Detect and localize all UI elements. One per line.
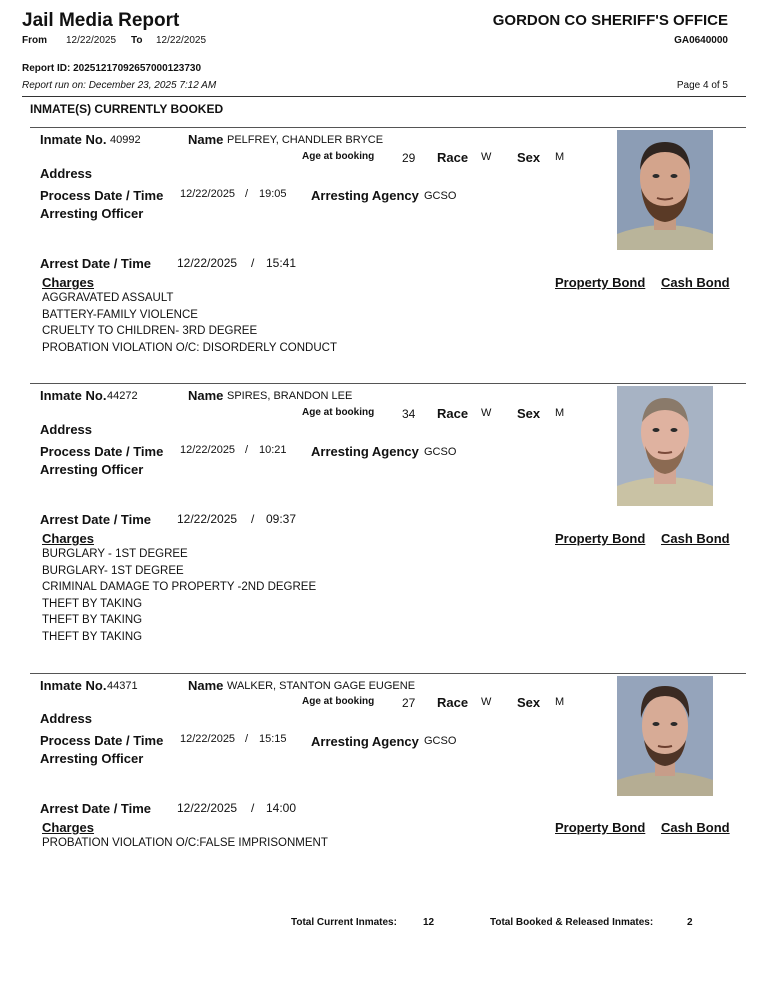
report-run-on: Report run on: December 23, 2025 7:12 AM [22, 80, 217, 91]
total-booked-value: 2 [687, 917, 693, 928]
header-divider [22, 96, 746, 97]
arrest-time: 14:00 [266, 801, 297, 815]
property-bond-label: Property Bond [555, 531, 646, 546]
arrest-time: 15:41 [266, 256, 297, 270]
agency-value: GCSO [424, 190, 457, 202]
arrest-time: 09:37 [266, 512, 297, 526]
mugshot-photo [617, 676, 713, 796]
property-bond-label: Property Bond [555, 820, 646, 835]
section-title: INMATE(S) CURRENTLY BOOKED [30, 102, 224, 116]
address-label: Address [40, 422, 93, 437]
process-label: Process Date / Time [40, 188, 164, 203]
agency-value: GCSO [424, 446, 457, 458]
charge-item: BURGLARY - 1ST DEGREE [42, 548, 188, 560]
agency-code: GA0640000 [674, 35, 728, 46]
charge-item: PROBATION VIOLATION O/C:FALSE IMPRISONMENT [42, 837, 328, 849]
mugshot-photo [617, 130, 713, 250]
name-label: Name [188, 132, 224, 147]
slash: / [245, 444, 249, 456]
race-value: W [481, 151, 492, 163]
age-label: Age at booking [302, 696, 375, 707]
slash: / [245, 188, 249, 200]
race-value: W [481, 696, 492, 708]
agency-label: Arresting Agency [311, 734, 419, 749]
inmate-no-value: 44371 [107, 680, 138, 692]
section-divider [30, 127, 746, 128]
arrest-date: 12/22/2025 [177, 801, 238, 815]
arrest-date: 12/22/2025 [177, 512, 238, 526]
charge-item: BURGLARY- 1ST DEGREE [42, 565, 184, 577]
charges-label: Charges [42, 275, 95, 290]
process-date: 12/22/2025 [180, 188, 236, 200]
inmate-no-label: Inmate No. [40, 388, 107, 403]
charges-label: Charges [42, 820, 95, 835]
slash: / [251, 512, 255, 526]
property-bond-label: Property Bond [555, 275, 646, 290]
charge-item: THEFT BY TAKING [42, 631, 143, 643]
cash-bond-label: Cash Bond [661, 275, 730, 290]
charges-label: Charges [42, 531, 95, 546]
inmate-no-label: Inmate No. [40, 678, 107, 693]
cash-bond-label: Cash Bond [661, 820, 730, 835]
from-date: 12/22/2025 [66, 35, 117, 46]
charge-item: CRIMINAL DAMAGE TO PROPERTY -2ND DEGREE [42, 581, 317, 593]
total-booked-label: Total Booked & Released Inmates: [490, 917, 654, 928]
name-label: Name [188, 678, 224, 693]
officer-label: Arresting Officer [40, 462, 144, 477]
slash: / [251, 256, 255, 270]
cash-bond-label: Cash Bond [661, 531, 730, 546]
charge-item: PROBATION VIOLATION O/C: DISORDERLY CONDUCT [42, 342, 337, 354]
age-value: 34 [402, 407, 416, 421]
record-divider [30, 673, 746, 674]
report-id: Report ID: 20251217092657000123730 [22, 63, 202, 74]
total-current-value: 12 [423, 917, 435, 928]
process-date: 12/22/2025 [180, 444, 236, 456]
arrest-label: Arrest Date / Time [40, 256, 152, 271]
sex-label: Sex [517, 150, 541, 165]
address-label: Address [40, 166, 93, 181]
race-label: Race [437, 406, 469, 421]
process-date: 12/22/2025 [180, 733, 236, 745]
arrest-date: 12/22/2025 [177, 256, 238, 270]
age-value: 29 [402, 151, 416, 165]
process-time: 19:05 [259, 188, 287, 200]
sex-label: Sex [517, 406, 541, 421]
record-divider [30, 383, 746, 384]
officer-label: Arresting Officer [40, 751, 144, 766]
sex-label: Sex [517, 695, 541, 710]
agency-value: GCSO [424, 735, 457, 747]
process-label: Process Date / Time [40, 733, 164, 748]
arrest-label: Arrest Date / Time [40, 512, 152, 527]
charge-item: CRUELTY TO CHILDREN- 3RD DEGREE [42, 325, 258, 337]
sex-value: M [555, 407, 565, 419]
mugshot-photo [617, 386, 713, 506]
name-label: Name [188, 388, 224, 403]
age-label: Age at booking [302, 151, 375, 162]
agency-label: Arresting Agency [311, 444, 419, 459]
race-label: Race [437, 150, 469, 165]
age-value: 27 [402, 696, 416, 710]
arrest-label: Arrest Date / Time [40, 801, 152, 816]
inmate-no-value: 40992 [110, 134, 141, 146]
charge-item: THEFT BY TAKING [42, 614, 143, 626]
process-label: Process Date / Time [40, 444, 164, 459]
report-title: Jail Media Report [22, 10, 180, 31]
race-label: Race [437, 695, 469, 710]
address-label: Address [40, 711, 93, 726]
inmate-no-value: 44272 [107, 390, 138, 402]
charge-item: THEFT BY TAKING [42, 598, 143, 610]
age-label: Age at booking [302, 407, 375, 418]
name-value: PELFREY, CHANDLER BRYCE [227, 134, 384, 146]
inmate-no-label: Inmate No. [40, 132, 107, 147]
name-value: WALKER, STANTON GAGE EUGENE [227, 680, 416, 692]
name-value: SPIRES, BRANDON LEE [227, 390, 353, 402]
page-number: Page 4 of 5 [676, 80, 728, 91]
race-value: W [481, 407, 492, 419]
sex-value: M [555, 151, 565, 163]
slash: / [245, 733, 249, 745]
charge-item: BATTERY-FAMILY VIOLENCE [42, 309, 198, 321]
agency-name: GORDON CO SHERIFF'S OFFICE [492, 12, 728, 29]
to-date: 12/22/2025 [156, 35, 207, 46]
sex-value: M [555, 696, 565, 708]
charge-item: AGGRAVATED ASSAULT [42, 292, 174, 304]
process-time: 15:15 [259, 733, 287, 745]
slash: / [251, 801, 255, 815]
from-label: From [22, 35, 47, 46]
officer-label: Arresting Officer [40, 206, 144, 221]
to-label: To [131, 35, 143, 46]
agency-label: Arresting Agency [311, 188, 419, 203]
process-time: 10:21 [259, 444, 287, 456]
total-current-label: Total Current Inmates: [291, 917, 397, 928]
